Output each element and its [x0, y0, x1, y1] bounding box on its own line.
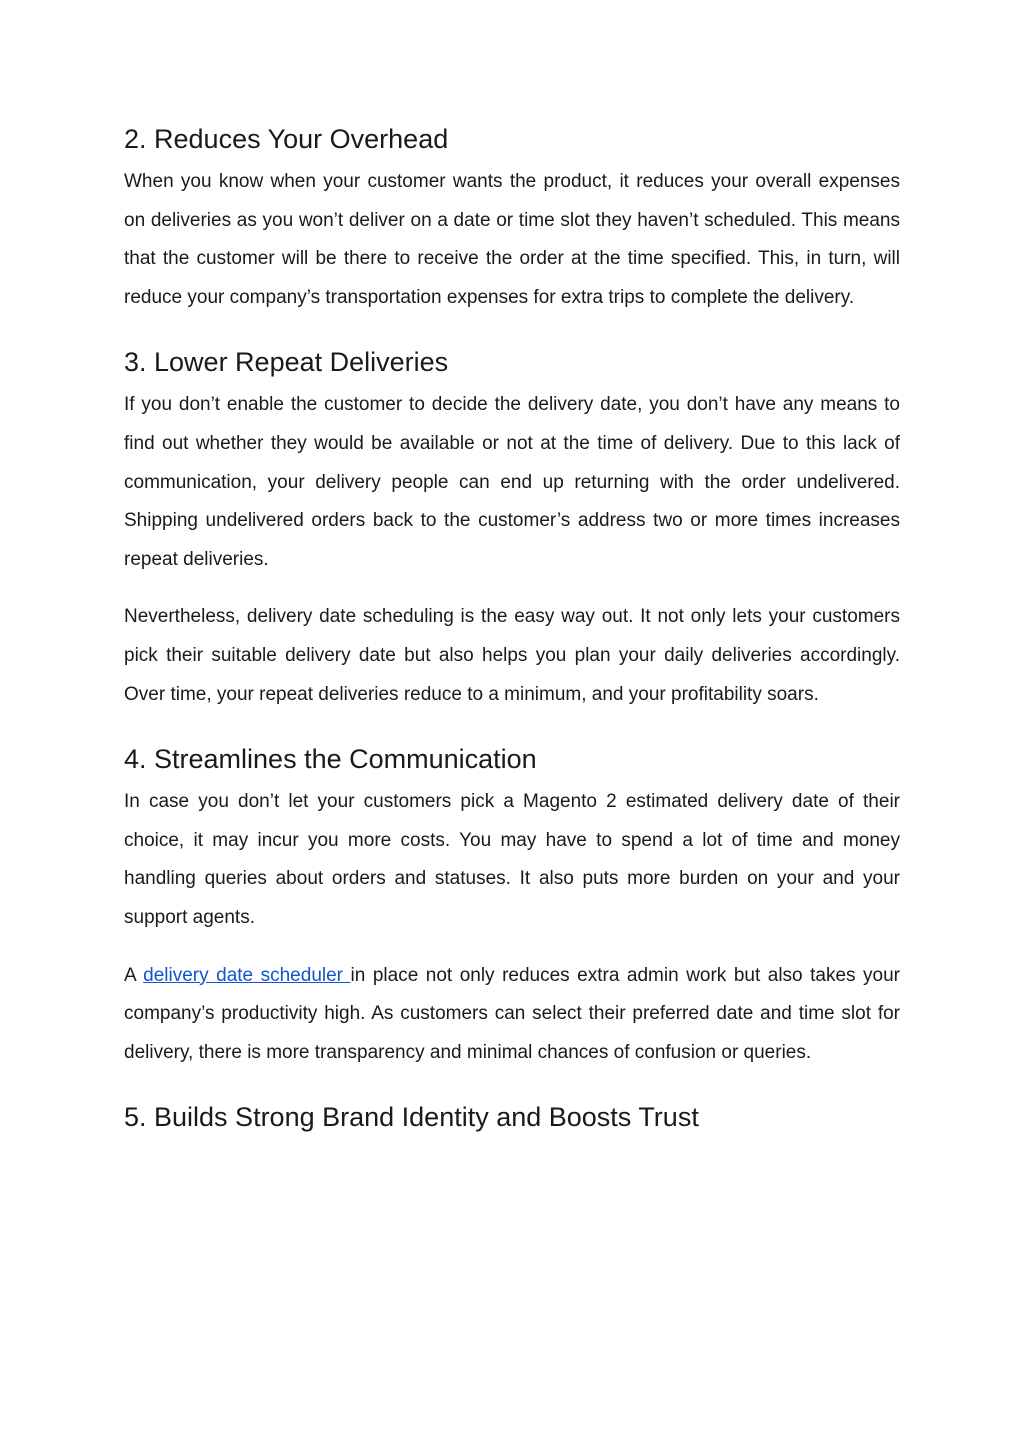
section-heading-reduces-overhead: 2. Reduces Your Overhead — [124, 124, 449, 154]
paragraph-reduces-overhead: When you know when your customer wants the product, it reduces your overall expenses on deliveries as you won’t deliver on a date or time slot they haven’t scheduled. This means that the customer will be there to receive the order at the time specified. This, in turn, will reduce your company’s transportation expenses for extra trips to complete the delivery. — [124, 171, 900, 308]
document-page — [124, 122, 900, 1141]
link-paragraph-prefix: A — [124, 964, 144, 986]
paragraph-streamlines-communication-1: In case you don’t let your customers pick a Magento 2 estimated delivery date of their choice, it may incur you more costs. You may have to spend a lot of time and money handling queries about orders and statuses. It also puts more burden on your and your support agents. — [124, 791, 900, 928]
link-paragraph-suffix: in place not only reduces extra admin work but also takes your company’s productivity high. As customers can select their preferred date and time slot for delivery, there is more transparency and minimal chances of confusion or queries. — [124, 964, 901, 1063]
delivery-date-scheduler-link[interactable]: delivery date scheduler — [143, 964, 351, 986]
section-heading-streamlines-communication: 4. Streamlines the Communication — [124, 744, 537, 775]
section-heading-brand-identity: 5. Builds Strong Brand Identity and Boosts Trust — [124, 1102, 699, 1133]
paragraph-lower-repeat-deliveries-2: Nevertheless, delivery date scheduling is the easy way out. It not only lets your customers pick their suitable delivery date but also helps you plan your daily deliveries accordingly. Over time, your repeat deliveries reduce to a minimum, and your profitability soars. — [124, 606, 900, 705]
section-heading-lower-repeat-deliveries: 3. Lower Repeat Deliveries — [124, 347, 449, 378]
paragraph-streamlines-communication-2 — [124, 957, 900, 1073]
paragraph-lower-repeat-deliveries-1: If you don’t enable the customer to decide the delivery date, you don’t have any means to find out whether they would be available or not at the time of delivery. Due to this lack of communication, your delivery people can end up returning with the order undelivered. Shipping undelivered orders back to the customer’s address two or more times increases repeat deliveries. — [124, 394, 900, 570]
